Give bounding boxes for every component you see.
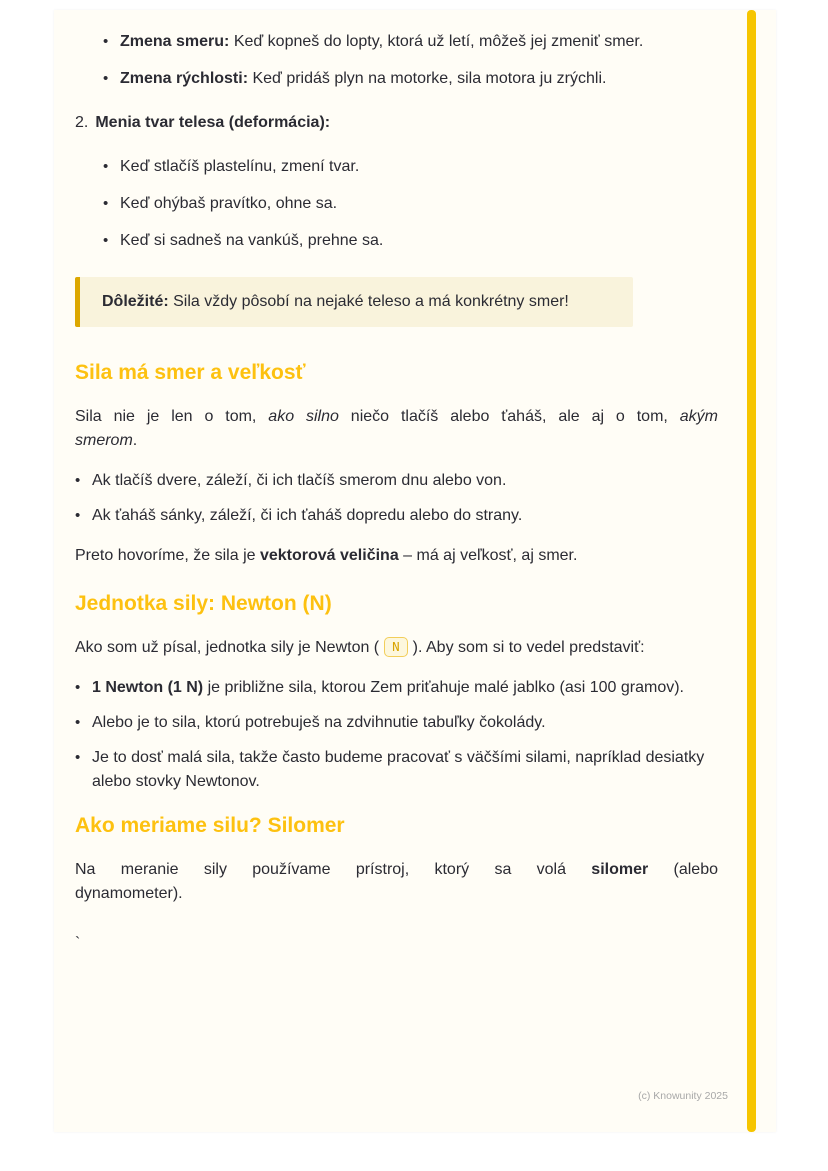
list-item-text (120, 67, 606, 91)
text-run: Sila nie je len o tom, (75, 408, 269, 425)
list-item-rest: Keď kopneš do lopty, ktorá už letí, môžeš jej zmeniť smer. (229, 33, 644, 50)
copyright-watermark: (c) Knowunity 2025 (638, 1090, 728, 1102)
list-number: 2. (75, 114, 89, 131)
text-line (75, 432, 137, 449)
justified-line (75, 405, 718, 429)
list-item-text (92, 676, 684, 700)
bullet-icon: • (75, 472, 81, 489)
callout-label: Dôležité: (102, 293, 169, 310)
list-item-rest: Keď pridáš plyn na motorke, sila motora ju zrýchli. (248, 70, 607, 87)
callout-text (102, 293, 569, 310)
list-item-bold: Zmena rýchlosti: (120, 70, 249, 87)
newton-unit-badge: N (384, 637, 408, 657)
list-item-text (120, 30, 643, 54)
bullet-icon: • (103, 158, 109, 175)
callout-rest: Sila vždy pôsobí na nejaké teleso a má konkrétny smer! (168, 293, 569, 310)
list-item (75, 469, 718, 493)
accent-strip (747, 10, 756, 1132)
bullet-icon: • (103, 33, 109, 50)
paragraph (75, 858, 718, 906)
list-item-rest: je približne sila, ktorou Zem priťahuje malé jablko (asi 100 gramov). (203, 679, 684, 696)
important-callout (75, 277, 633, 327)
text-run: Na meranie sily používame prístroj, ktorý sa volá (75, 861, 592, 878)
text-run: – má aj veľkosť, aj smer. (398, 547, 578, 564)
italic-run: akým (679, 408, 718, 425)
bullet-icon: • (75, 679, 81, 696)
text-run: ). Aby som si to vedel predstaviť: (412, 639, 645, 656)
numbered-list-item (75, 111, 718, 135)
list-item-text: Keď ohýbaš pravítko, ohne sa. (120, 195, 338, 212)
list-item (103, 67, 718, 91)
list-item-bold: Zmena smeru: (120, 33, 230, 50)
numbered-item-label: Menia tvar telesa (deformácia): (95, 114, 331, 131)
list-item (103, 192, 718, 216)
list-item (75, 504, 718, 528)
list-item (103, 229, 718, 253)
document-page (54, 10, 776, 1132)
justified-line (75, 858, 718, 882)
bullet-icon: • (103, 70, 109, 87)
list-item (103, 30, 718, 54)
text-run: . (132, 432, 138, 449)
list-item-text: Keď si sadneš na vankúš, prehne sa. (120, 232, 384, 249)
list-item-text: Keď stlačíš plastelínu, zmení tvar. (120, 158, 360, 175)
section-heading-direction: Sila má smer a veľkosť (75, 361, 306, 384)
list-item (103, 155, 718, 179)
list-item-text: Ak tlačíš dvere, záleží, či ich tlačíš smerom dnu alebo von. (92, 472, 507, 489)
list-item-text: Alebo je to sila, ktorú potrebuješ na zdvihnutie tabuľky čokolády. (92, 714, 546, 731)
section-heading-newton: Jednotka sily: Newton (N) (75, 592, 332, 615)
bullet-icon: • (75, 749, 81, 766)
list-item-text: Je to dosť malá sila, takže často budeme pracovať s väčšími silami, napríklad desiatky alebo stovky Newtonov. (92, 749, 705, 790)
paragraph (75, 405, 718, 453)
bullet-icon: • (75, 507, 81, 524)
list-item (75, 711, 718, 735)
paragraph (75, 636, 718, 660)
bold-run: vektorová veličina (259, 547, 399, 564)
bullet-icon: • (103, 195, 109, 212)
paragraph (75, 544, 718, 568)
text-run: niečo tlačíš alebo ťaháš, ale aj o tom, (338, 408, 680, 425)
bold-run: silomer (591, 861, 649, 878)
list-item (75, 676, 718, 700)
stray-backtick: ` (75, 935, 81, 952)
text-run: Preto hovoríme, že sila je (75, 547, 260, 564)
section-heading-silomer: Ako meriame silu? Silomer (75, 814, 345, 837)
document-content (75, 10, 718, 956)
italic-run: smerom (75, 432, 133, 449)
list-item (75, 746, 718, 794)
bullet-icon: • (103, 232, 109, 249)
text-run: (alebo (648, 861, 718, 878)
list-item-text: Ak ťaháš sánky, záleží, či ich ťaháš dopredu alebo do strany. (92, 507, 523, 524)
text-line: dynamometer). (75, 885, 183, 902)
text-run: Ako som už písal, jednotka sily je Newton ( (75, 639, 380, 656)
bullet-icon: • (75, 714, 81, 731)
list-item-bold: 1 Newton (1 N) (92, 679, 204, 696)
italic-run: ako silno (268, 408, 339, 425)
